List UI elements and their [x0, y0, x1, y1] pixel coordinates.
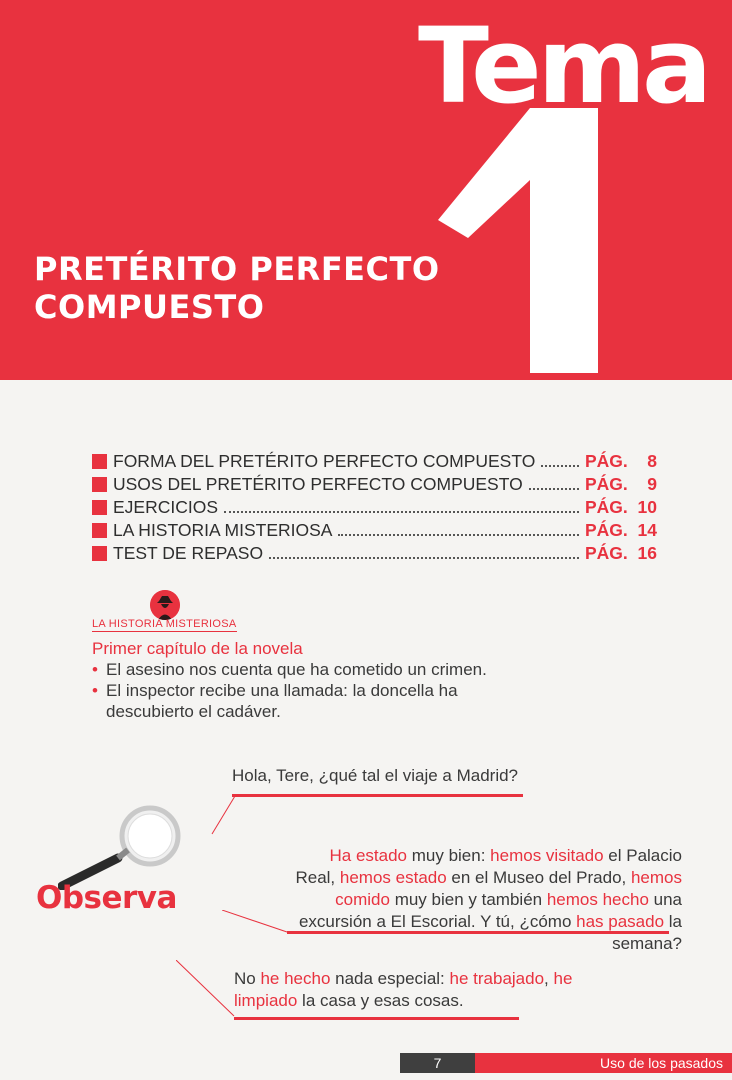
toc-item [92, 450, 657, 473]
historia-subtitle: Primer capítulo de la novela [92, 639, 303, 658]
bullet-square-icon [92, 477, 107, 492]
toc-item-label: LA HISTORIA MISTERIOSA [113, 520, 333, 540]
toc-leader-dots [541, 465, 579, 467]
tema-label: Tema [418, 5, 709, 127]
verb-highlight: hemos estado [339, 868, 447, 887]
historia-brand: LA HISTORIA MISTERIOSA [92, 618, 237, 630]
verb-highlight: hemos hecho [546, 890, 649, 909]
toc-page-number: 16 [637, 543, 657, 563]
question-pointer [210, 796, 236, 836]
toc-pag-label: PÁG. [585, 520, 628, 540]
dialogue-text: , [544, 969, 554, 988]
magnifying-glass-icon [58, 800, 188, 890]
bullet-square-icon [92, 546, 107, 561]
toc-pag-label: PÁG. [585, 451, 628, 471]
verb-highlight: has pasado [576, 912, 665, 931]
dialogue-text: la semana? [612, 912, 682, 953]
chapter-header [0, 0, 732, 380]
observa-label: Observa [36, 880, 177, 916]
dialogue-answer-2 [234, 968, 594, 1012]
historia-bullets [92, 659, 542, 722]
dialogue-text: muy bien y también [389, 890, 547, 909]
dialogue-text: nada especial: [330, 969, 450, 988]
toc-pag-label: PÁG. [585, 497, 628, 517]
section-name: Uso de los pasados [475, 1053, 732, 1073]
answer-1-pointer [222, 910, 288, 934]
toc-page-number: 10 [637, 497, 657, 517]
detective-silhouette-icon [150, 590, 180, 620]
answer-2-underline [234, 1017, 519, 1020]
verb-highlight: he limpiado [234, 969, 573, 1010]
toc-page-number: 14 [637, 520, 657, 540]
toc-item-label: EJERCICIOS [113, 497, 219, 517]
chapter-number-one [438, 108, 598, 373]
answer-1-underline [287, 931, 669, 934]
dialogue-text: el Palacio Real, [295, 846, 682, 887]
toc-item-label: USOS DEL PRETÉRITO PERFECTO COMPUESTO [113, 474, 523, 494]
dialogue-text: en el Museo del Prado, [446, 868, 631, 887]
dialogue-text: una excursión a El Escorial. Y tú, ¿cómo [298, 890, 682, 931]
toc-leader-dots [338, 534, 579, 536]
toc-leader-dots [529, 488, 579, 490]
question-underline [232, 794, 523, 797]
historia-bullet: • El asesino nos cuenta que ha cometido un crimen. [92, 659, 542, 680]
verb-highlight: he trabajado [449, 969, 545, 988]
toc-page-number: 9 [647, 474, 657, 494]
verb-highlight: Ha estado [329, 846, 408, 865]
page-number: 7 [400, 1053, 475, 1073]
dialogue-text: la casa y esas cosas. [297, 991, 464, 1010]
bullet-square-icon [92, 500, 107, 515]
verb-highlight: hemos comido [335, 868, 682, 909]
dialogue-text: No [234, 969, 261, 988]
historia-bullet: • El inspector recibe una llamada: la doncella ha descubierto el cadáver. [92, 680, 542, 722]
answer-2-pointer [176, 960, 236, 1018]
toc-leader-dots [224, 511, 579, 513]
toc-pag-label: PÁG. [585, 474, 628, 494]
chapter-title [34, 250, 440, 326]
historia-misteriosa-box [92, 590, 542, 722]
toc-item [92, 473, 657, 496]
dialogue-question: Hola, Tere, ¿qué tal el viaje a Madrid? [232, 766, 519, 785]
dialogue-text: muy bien: [407, 846, 491, 865]
toc-item [92, 496, 657, 519]
chapter-title-line1: PRETÉRITO PERFECTO [34, 250, 440, 288]
page-footer [400, 1053, 732, 1073]
toc-item-label: TEST DE REPASO [113, 543, 264, 563]
toc-item [92, 519, 657, 542]
toc-leader-dots [269, 557, 579, 559]
table-of-contents [92, 450, 657, 565]
historia-logo [92, 590, 242, 636]
bullet-square-icon [92, 523, 107, 538]
verb-highlight: hemos visitado [490, 846, 604, 865]
verb-highlight: he hecho [260, 969, 331, 988]
dialogue-answer-1 [287, 845, 682, 955]
toc-page-number: 8 [647, 451, 657, 471]
toc-item [92, 542, 657, 565]
bullet-square-icon [92, 454, 107, 469]
toc-pag-label: PÁG. [585, 543, 628, 563]
chapter-title-line2: COMPUESTO [34, 288, 265, 326]
toc-item-label: FORMA DEL PRETÉRITO PERFECTO COMPUESTO [113, 451, 536, 471]
